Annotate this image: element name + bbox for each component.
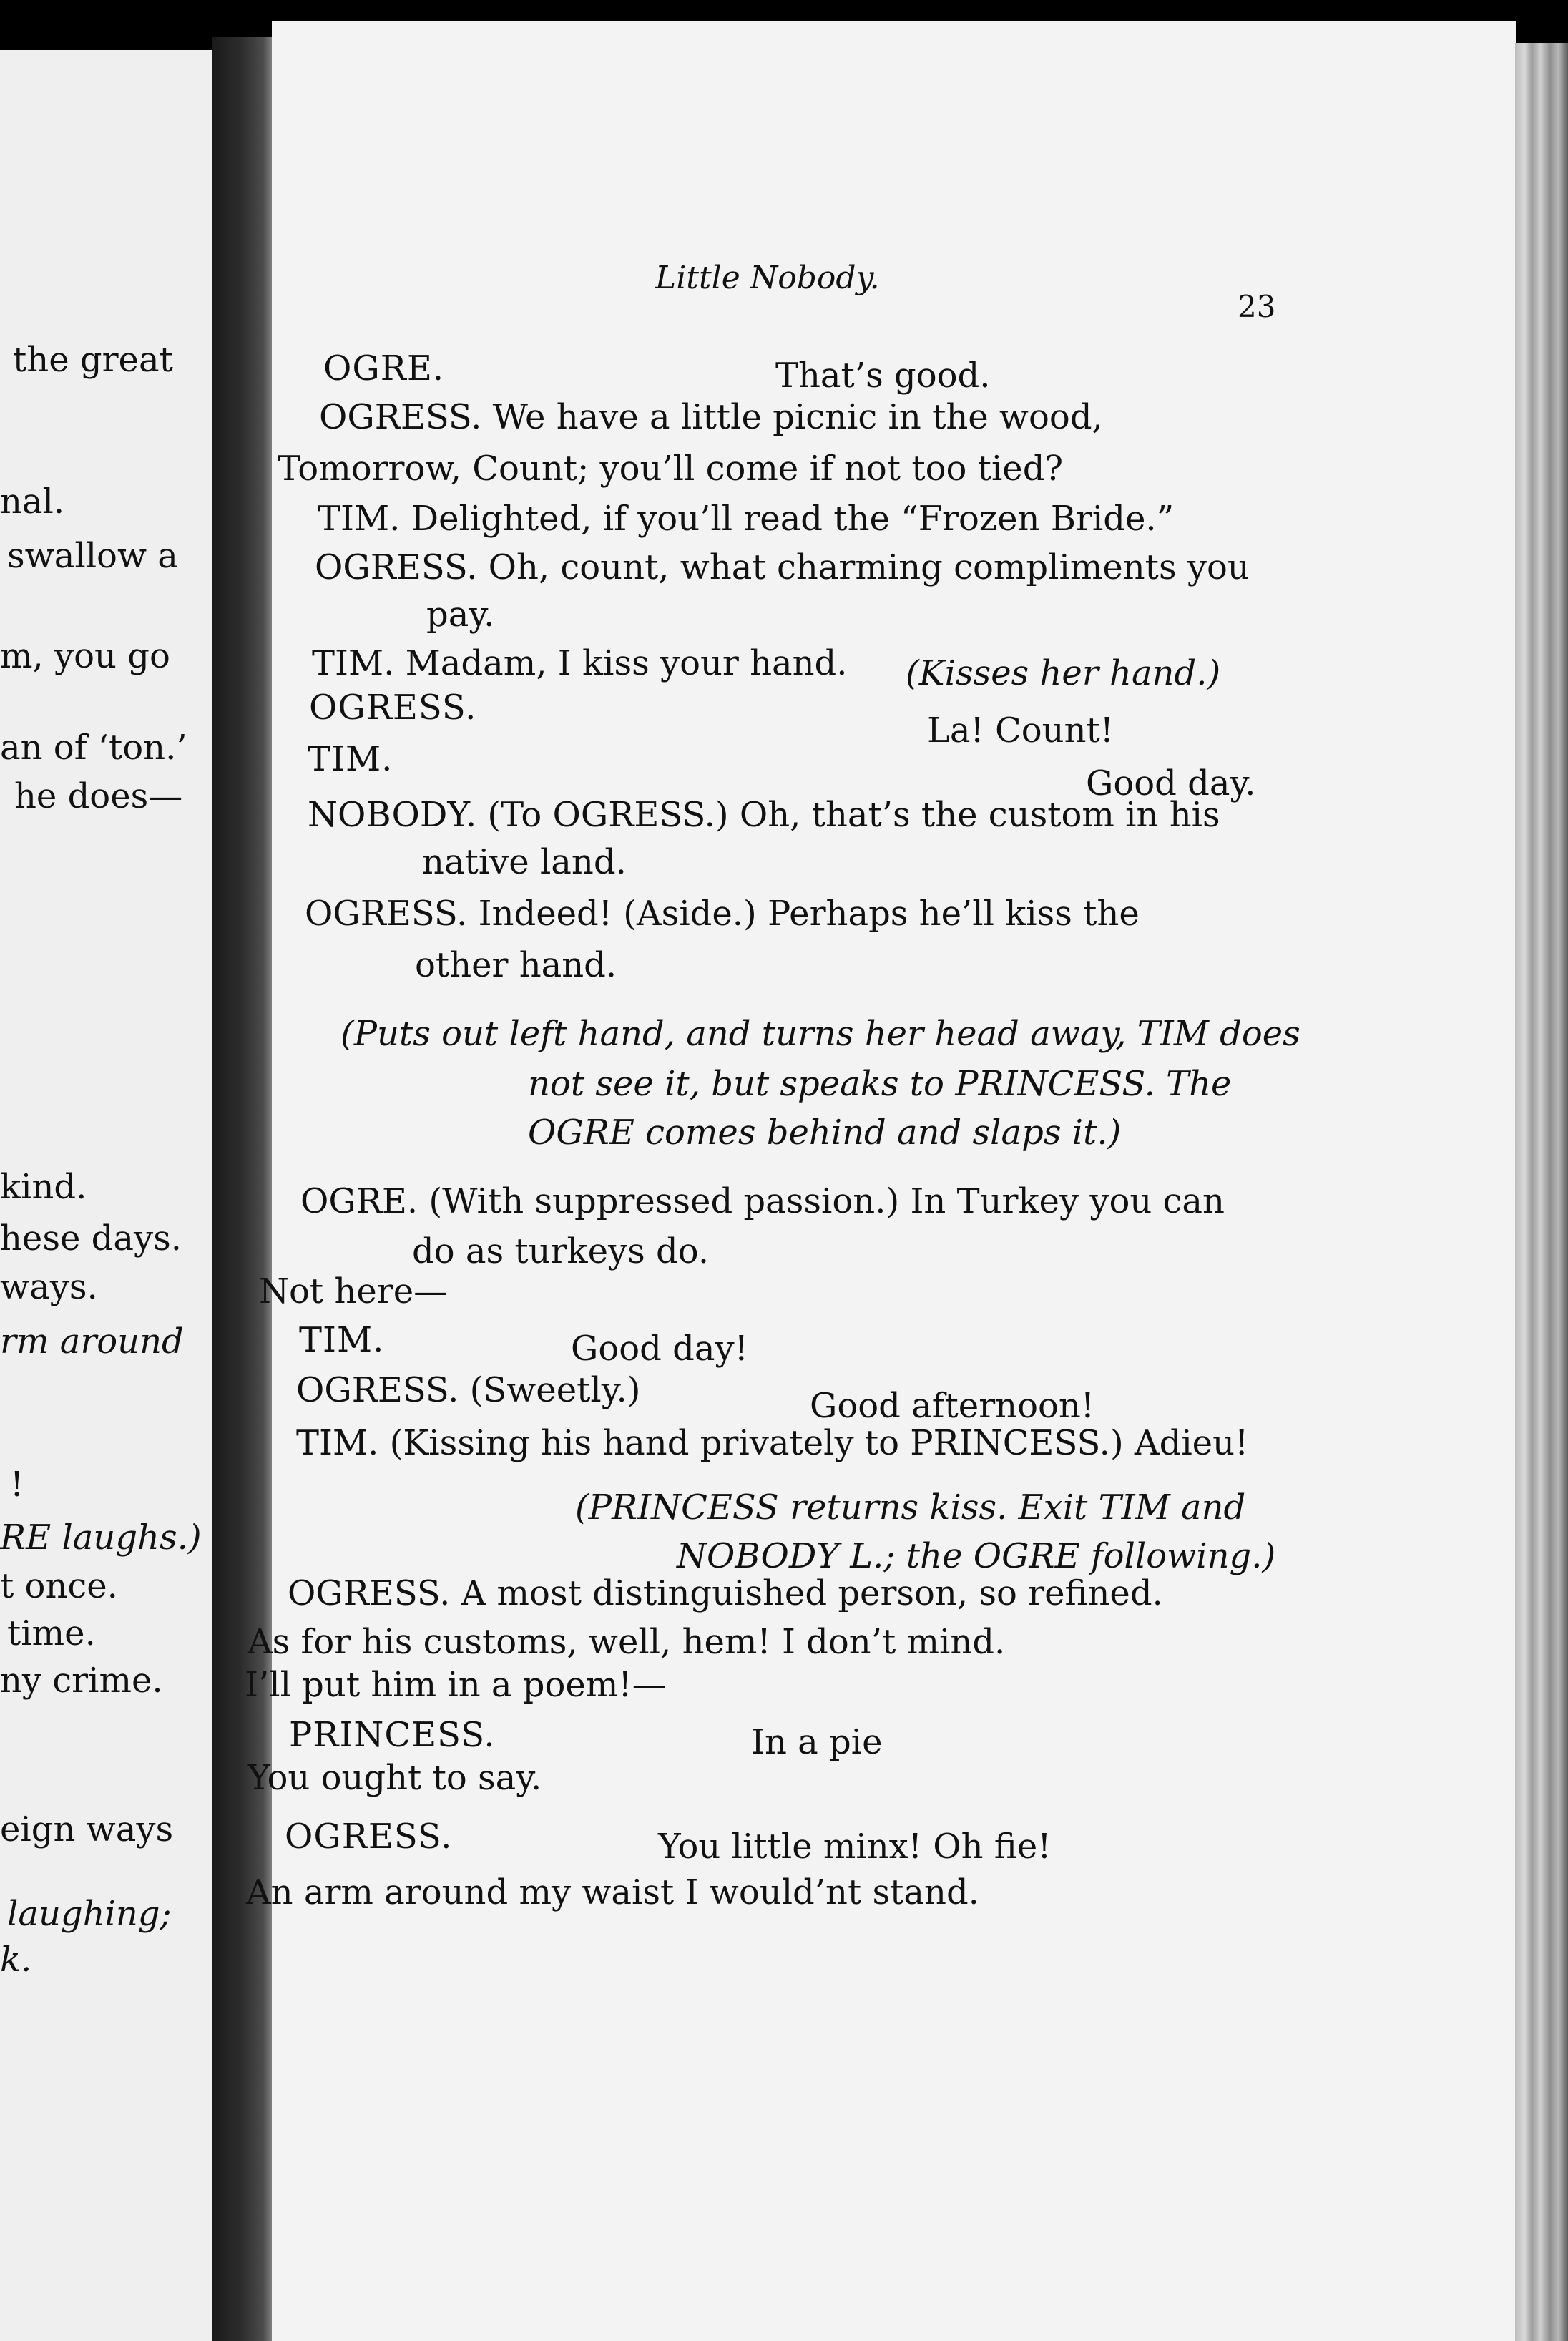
left-fragment: he does— — [14, 776, 183, 816]
text-line: TIM. Delighted, if you’ll read the “Frozen Bride.” — [318, 499, 1175, 539]
left-fragment: rm around — [0, 1321, 184, 1362]
book-gutter — [212, 37, 276, 2341]
stage-direction: (Kisses her hand.) — [906, 653, 1221, 693]
text-line: OGRE. (With suppressed passion.) In Turkey you can — [300, 1181, 1225, 1221]
text-line: That’s good. — [775, 356, 991, 396]
left-fragment: RE laughs.) — [0, 1518, 202, 1558]
text-line: An arm around my waist I would’nt stand. — [246, 1872, 979, 1912]
text-line: Good day! — [571, 1329, 748, 1369]
left-fragment: ! — [10, 1465, 24, 1505]
left-fragment: hese days. — [0, 1218, 182, 1259]
left-fragment: time. — [7, 1613, 96, 1653]
left-fragment: nal. — [0, 482, 65, 522]
left-fragment: ny crime. — [0, 1661, 163, 1701]
text-line: TIM. Madam, I kiss your hand. — [312, 643, 848, 683]
text-line: OGRESS. Oh, count, what charming compliments you — [315, 547, 1250, 587]
text-line: do as turkeys do. — [412, 1231, 710, 1271]
text-line: native land. — [422, 842, 627, 882]
left-fragment: ways. — [0, 1267, 98, 1307]
left-fragment: kind. — [0, 1167, 87, 1207]
left-fragment: k. — [0, 1940, 32, 1980]
speaker: OGRE. — [323, 348, 445, 388]
text-line: You little minx! Oh fie! — [658, 1827, 1052, 1867]
stage-direction: OGRE comes behind and slaps it.) — [528, 1113, 1122, 1153]
left-fragment: m, you go — [0, 636, 170, 676]
text-line: In a pie — [751, 1722, 883, 1762]
text-line: OGRESS. A most distinguished person, so refined. — [288, 1573, 1163, 1613]
text-line: Not here— — [259, 1271, 449, 1311]
text-line: You ought to say. — [248, 1758, 542, 1798]
left-page — [0, 50, 215, 2341]
text-line: Tomorrow, Count; you’ll come if not too tied? — [278, 449, 1064, 489]
left-fragment: swallow a — [7, 536, 178, 576]
text-line: pay. — [426, 595, 495, 635]
page-edges — [1515, 43, 1568, 2341]
text-line: I’ll put him in a poem!— — [245, 1665, 667, 1705]
text-line: OGRESS. Indeed! (Aside.) Perhaps he’ll kiss the — [305, 894, 1140, 934]
text-line: Good afternoon! — [810, 1386, 1095, 1426]
running-header: Little Nobody. — [655, 260, 880, 296]
stage-direction: (PRINCESS returns kiss. Exit TIM and — [575, 1487, 1246, 1528]
left-fragment: laughing; — [7, 1894, 172, 1934]
speaker: PRINCESS. — [289, 1715, 496, 1755]
speaker: TIM. — [308, 739, 393, 779]
text-line: As for his customs, well, hem! I don’t mind. — [248, 1622, 1006, 1662]
text-line: OGRESS. We have a little picnic in the wood, — [319, 397, 1103, 437]
stage-direction: (Puts out left hand, and turns her head away, TIM does — [340, 1014, 1300, 1054]
speaker: OGRESS. — [285, 1817, 453, 1857]
text-line: La! Count! — [927, 710, 1114, 751]
stage-direction: NOBODY L.; the OGRE following.) — [677, 1536, 1276, 1576]
speaker: TIM. — [299, 1320, 385, 1360]
book-page — [245, 21, 1516, 2341]
left-fragment: eign ways — [0, 1809, 174, 1849]
stage-direction: not see it, but speaks to PRINCESS. The — [528, 1064, 1232, 1104]
left-fragment: an of ‘ton.’ — [0, 728, 187, 768]
text-line: Good day. — [1086, 763, 1256, 803]
text-line: TIM. (Kissing his hand privately to PRINCESS.) Adieu! — [296, 1423, 1249, 1463]
text-line: other hand. — [415, 945, 617, 985]
text-line: NOBODY. (To OGRESS.) Oh, that’s the custom in his — [308, 795, 1220, 835]
speaker: OGRESS. — [309, 688, 477, 728]
text-line: OGRESS. (Sweetly.) — [296, 1370, 641, 1410]
left-fragment: t once. — [0, 1566, 118, 1606]
page-number: 23 — [1238, 289, 1276, 324]
left-fragment: the great — [13, 340, 173, 380]
